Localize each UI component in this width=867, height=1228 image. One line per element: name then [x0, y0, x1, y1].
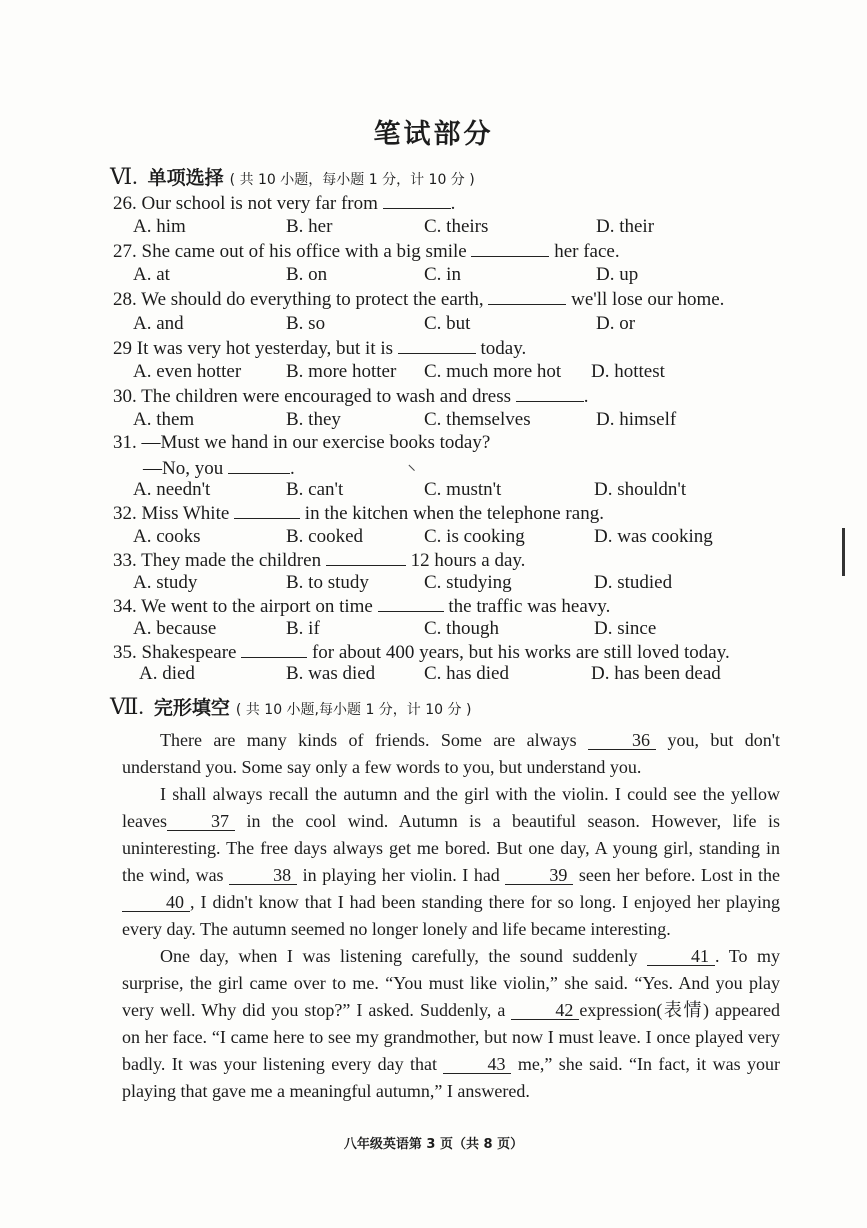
blank-38: 38: [229, 866, 297, 885]
question-32: 32. Miss White in the kitchen when the telephone rang.: [113, 503, 604, 524]
blank-37: 37: [167, 812, 235, 831]
page-footer: 八年级英语第 3 页（共 8 页）: [343, 1137, 524, 1152]
question-31: 31. —Must we hand in our exercise books today?: [113, 432, 491, 453]
paragraph-1: There are many kinds of friends. Some are always 36 you, but don't understand you. Some say only a few words to you, but understand you.: [122, 730, 780, 777]
blank-39: 39: [505, 866, 573, 885]
exam-page: 笔试部分 Ⅵ. 单项选择 ( 共 10 小题，每小题 1 分，计 10 分 ) 26. Our school is not very far from . A. him B. her C. theirs D. their 27. She came out of his office with a big smile her face. A. at B. on C. in D. up 28. We should do everything to protect the earth, we'll lose our home. A. and B. so C. but D. or 29 It was very hot yesterday, but it is today. A. even hotter B. more hotter C. much more hot D. hottest 30. The children were encouraged to wash and dress . A. them B. they C. themselves D. himself 31. —Must we hand in our exercise books today? —No, you . A. needn't B. can't C. mustn't D. shouldn't 32. Miss White in the kitchen when the telephone rang. A. cooks B. cooked C. is cooking D. was cooking 33. They made the children 12 hours a day. A. study B. to study C. studying D. studied 34. We went to the airport on time the traffic was heavy. A. because B. if C. though D. since 35. Shakespeare for about 400 years, but his works are still loved today. A. died B. was died C. has died D. has been dead Ⅶ. 完形填空 ( 共 10 小题,每小题 1 分，计 10 分 ) There are many kinds of friends. Some are always 36 you, but don't understand you. Some say only a few words to you, but understand you. I shall always recall the autumn and the girl with the violin. I could see the yellow leaves 37 in the cool wind. Autumn is a beautiful season. However, life is uninteresting. The free days always get me bored. But one day, A young girl, standing in the wind, was 38 in playing her violin. I had 39 seen her before. Lost in the 40 , I didn't know that I had been standing there for so long. I enjoyed her playing every day. The autumn seemed no longer lonely and life became interesting. One day, when I was listening carefully, the sound suddenly 41 . To my surprise, the girl came over to me. “You must like violin,” she said. “Yes. And you play very well. Why did you stop?” I asked. Suddenly, a 42 expression(表情) appeared on her face. “I came here to see my grandmother, but now I must leave. I once played very badly. It was your listening every day that 43 me,” she said. “In fact, it was your playing that gave me a meaningful autumn,” I answered. 八年级英语第 3 页（共 8 页）: [0, 0, 867, 1228]
blank-43: 43: [443, 1055, 511, 1074]
stray-mark: [408, 459, 420, 471]
question-31-reply: —No, you .: [143, 458, 295, 479]
question-29: 29 It was very hot yesterday, but it is today.: [113, 338, 527, 359]
section-number: Ⅵ.: [110, 164, 138, 189]
question-26: 26. Our school is not very far from .: [113, 193, 456, 214]
question-28: 28. We should do everything to protect the earth, we'll lose our home.: [113, 289, 725, 310]
question-35: 35. Shakespeare for about 400 years, but his works are still loved today.: [113, 642, 730, 663]
section-6-header: [110, 163, 475, 190]
section-note: ( 共 10 小题，每小题 1 分，计 10 分 ): [229, 172, 475, 188]
section-name: 单项选择: [147, 167, 224, 189]
paragraph-2: I shall always recall the autumn and the girl with the violin. I could see the yellow leaves 37 in the cool wind. Autumn is a beautiful season. However, life is uninteresting. The free days always get me bored. But one day, A young girl, standing in the wind, was 38 in playing her violin. I had 39 seen her before. Lost in the 40 , I didn't know that I had been standing there for so long. I enjoyed her playing every day. The autumn seemed no longer lonely and life became interesting.: [122, 784, 781, 939]
question-34: 34. We went to the airport on time the traffic was heavy.: [113, 596, 611, 617]
paragraph-3: One day, when I was listening carefully, the sound suddenly 41 . To my surprise, the girl came over to me. “You must like violin,” she said. “Yes. And you play very well. Why did you stop?” I asked. Suddenly, a 42 expression(表情) appeared on her face. “I came here to see my grandmother, but now I must leave. I once played very badly. It was your listening every day that 43 me,” she said. “In fact, it was your playing that gave me a meaningful autumn,” I answered.: [122, 946, 781, 1101]
section-7-header: [110, 693, 471, 720]
page-title: 笔试部分: [373, 119, 494, 150]
blank-41: 41: [647, 947, 715, 966]
blank-36: 36: [588, 731, 656, 750]
cloze-passage: [122, 727, 780, 1105]
scan-edge-mark: [842, 528, 845, 576]
section-name: 完形填空: [153, 697, 230, 719]
section-note: ( 共 10 小题,每小题 1 分，计 10 分 ): [235, 702, 472, 718]
question-33: 33. They made the children 12 hours a day.: [113, 550, 526, 571]
question-30: 30. The children were encouraged to wash and dress .: [113, 386, 589, 407]
blank-42: 42: [511, 1001, 579, 1020]
blank-40: 40: [122, 893, 190, 912]
question-27: 27. She came out of his office with a big smile her face.: [113, 241, 620, 262]
section-number: Ⅶ.: [110, 694, 144, 719]
